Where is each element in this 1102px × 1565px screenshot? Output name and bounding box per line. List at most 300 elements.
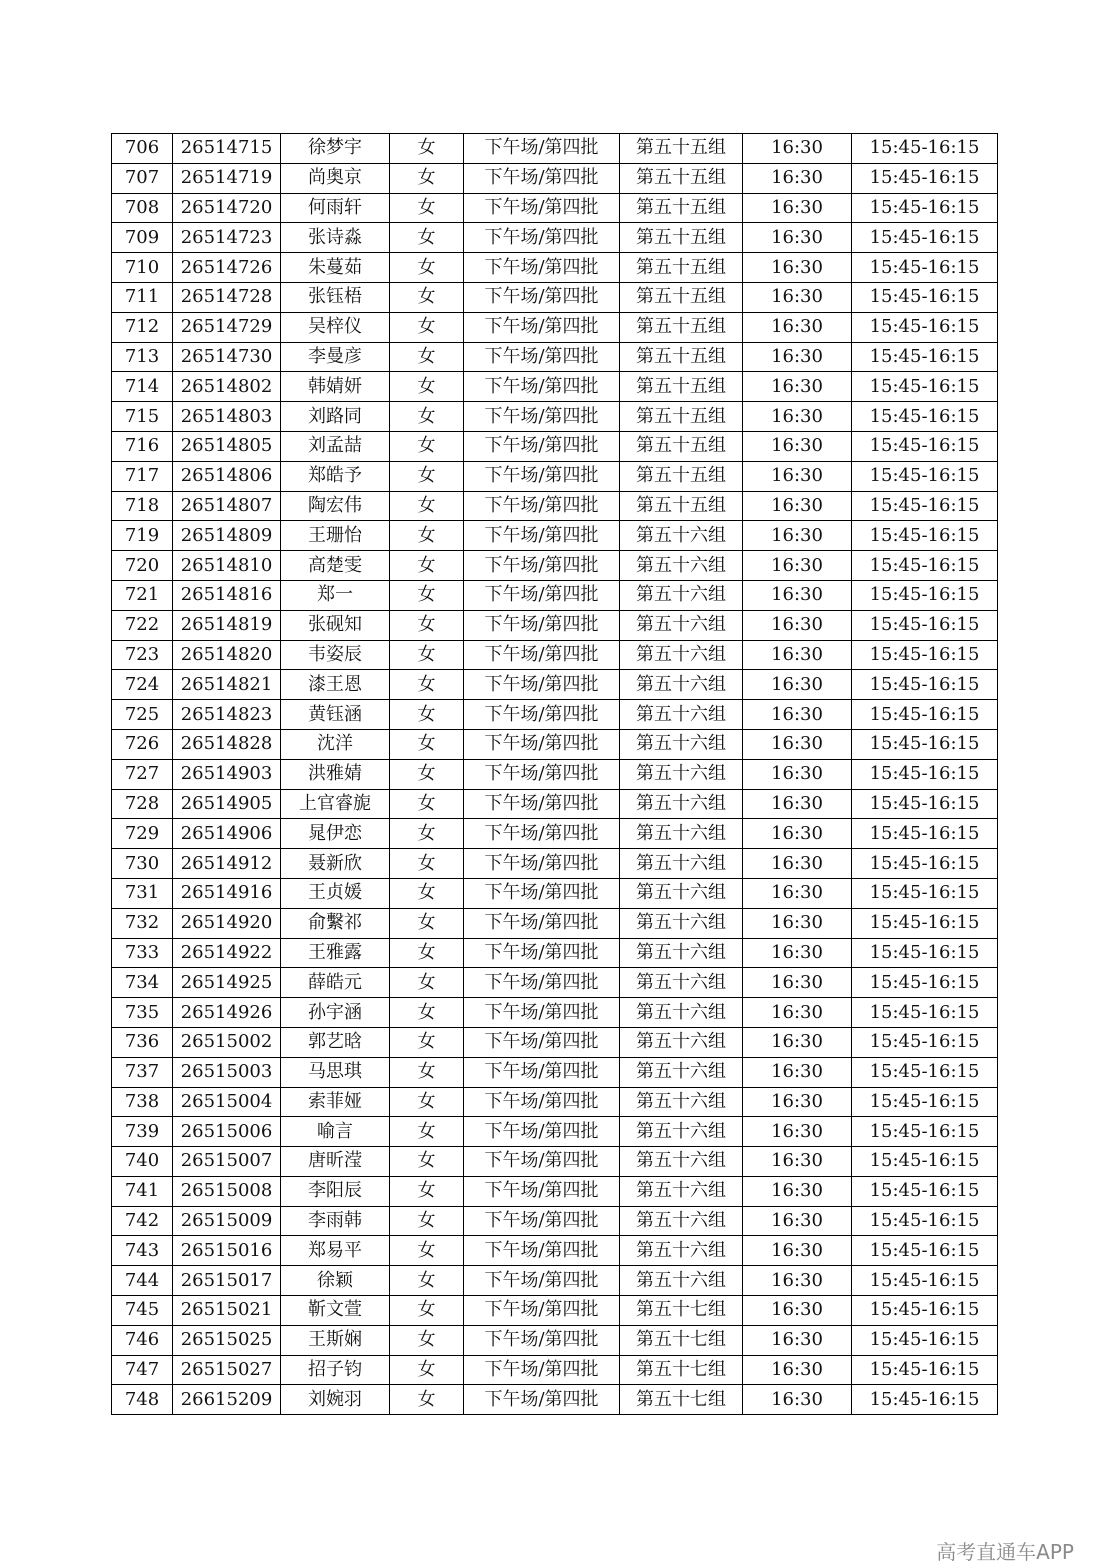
session-batch-cell: 下午场/第四批 bbox=[464, 551, 620, 581]
candidate-id-cell: 26514925 bbox=[173, 968, 281, 998]
gender-cell: 女 bbox=[390, 1117, 464, 1147]
row-number-cell: 719 bbox=[112, 521, 173, 551]
table-row bbox=[112, 878, 998, 908]
time-cell: 16:30 bbox=[743, 968, 852, 998]
candidate-id-cell: 26514806 bbox=[173, 461, 281, 491]
time-window-cell: 15:45-16:15 bbox=[852, 163, 998, 193]
gender-cell: 女 bbox=[390, 1266, 464, 1296]
gender-cell: 女 bbox=[390, 1176, 464, 1206]
table-row bbox=[112, 521, 998, 551]
candidate-name-cell: 聂新欣 bbox=[281, 849, 390, 879]
table-row bbox=[112, 580, 998, 610]
gender-cell: 女 bbox=[390, 908, 464, 938]
table-row bbox=[112, 1087, 998, 1117]
time-window-cell: 15:45-16:15 bbox=[852, 1176, 998, 1206]
session-batch-cell: 下午场/第四批 bbox=[464, 1176, 620, 1206]
candidate-name-cell: 马思琪 bbox=[281, 1057, 390, 1087]
time-cell: 16:30 bbox=[743, 759, 852, 789]
group-cell: 第五十六组 bbox=[620, 670, 743, 700]
group-cell: 第五十六组 bbox=[620, 551, 743, 581]
group-cell: 第五十五组 bbox=[620, 253, 743, 283]
row-number-cell: 713 bbox=[112, 342, 173, 372]
row-number-cell: 746 bbox=[112, 1325, 173, 1355]
session-batch-cell: 下午场/第四批 bbox=[464, 253, 620, 283]
time-cell: 16:30 bbox=[743, 282, 852, 312]
group-cell: 第五十五组 bbox=[620, 312, 743, 342]
candidate-id-cell: 26515008 bbox=[173, 1176, 281, 1206]
row-number-cell: 710 bbox=[112, 253, 173, 283]
candidate-name-cell: 尚奥京 bbox=[281, 163, 390, 193]
time-window-cell: 15:45-16:15 bbox=[852, 938, 998, 968]
session-batch-cell: 下午场/第四批 bbox=[464, 163, 620, 193]
group-cell: 第五十七组 bbox=[620, 1385, 743, 1415]
group-cell: 第五十六组 bbox=[620, 1266, 743, 1296]
session-batch-cell: 下午场/第四批 bbox=[464, 580, 620, 610]
candidate-id-cell: 26514729 bbox=[173, 312, 281, 342]
gender-cell: 女 bbox=[390, 1385, 464, 1415]
row-number-cell: 727 bbox=[112, 759, 173, 789]
time-window-cell: 15:45-16:15 bbox=[852, 1296, 998, 1326]
gender-cell: 女 bbox=[390, 342, 464, 372]
candidate-id-cell: 26514922 bbox=[173, 938, 281, 968]
table-row bbox=[112, 342, 998, 372]
group-cell: 第五十五组 bbox=[620, 342, 743, 372]
session-batch-cell: 下午场/第四批 bbox=[464, 908, 620, 938]
time-window-cell: 15:45-16:15 bbox=[852, 670, 998, 700]
table-row bbox=[112, 223, 998, 253]
row-number-cell: 748 bbox=[112, 1385, 173, 1415]
candidate-name-cell: 沈洋 bbox=[281, 729, 390, 759]
table-row bbox=[112, 1147, 998, 1177]
group-cell: 第五十六组 bbox=[620, 819, 743, 849]
candidate-name-cell: 王雅露 bbox=[281, 938, 390, 968]
row-number-cell: 715 bbox=[112, 402, 173, 432]
table-row bbox=[112, 849, 998, 879]
row-number-cell: 724 bbox=[112, 670, 173, 700]
group-cell: 第五十五组 bbox=[620, 461, 743, 491]
session-batch-cell: 下午场/第四批 bbox=[464, 372, 620, 402]
candidate-name-cell: 李雨韩 bbox=[281, 1206, 390, 1236]
candidate-name-cell: 韩婧妍 bbox=[281, 372, 390, 402]
table-row bbox=[112, 1266, 998, 1296]
time-window-cell: 15:45-16:15 bbox=[852, 819, 998, 849]
candidate-id-cell: 26514719 bbox=[173, 163, 281, 193]
candidate-id-cell: 26515027 bbox=[173, 1355, 281, 1385]
row-number-cell: 723 bbox=[112, 640, 173, 670]
candidate-id-cell: 26514920 bbox=[173, 908, 281, 938]
time-window-cell: 15:45-16:15 bbox=[852, 1147, 998, 1177]
row-number-cell: 747 bbox=[112, 1355, 173, 1385]
candidate-name-cell: 晁伊恋 bbox=[281, 819, 390, 849]
session-batch-cell: 下午场/第四批 bbox=[464, 521, 620, 551]
time-window-cell: 15:45-16:15 bbox=[852, 1117, 998, 1147]
group-cell: 第五十六组 bbox=[620, 908, 743, 938]
candidate-id-cell: 26515017 bbox=[173, 1266, 281, 1296]
session-batch-cell: 下午场/第四批 bbox=[464, 998, 620, 1028]
candidate-name-cell: 陶宏伟 bbox=[281, 491, 390, 521]
time-cell: 16:30 bbox=[743, 1147, 852, 1177]
gender-cell: 女 bbox=[390, 729, 464, 759]
exam-roster-table bbox=[111, 133, 998, 1415]
time-cell: 16:30 bbox=[743, 1355, 852, 1385]
group-cell: 第五十六组 bbox=[620, 580, 743, 610]
time-cell: 16:30 bbox=[743, 610, 852, 640]
gender-cell: 女 bbox=[390, 551, 464, 581]
group-cell: 第五十六组 bbox=[620, 1176, 743, 1206]
candidate-name-cell: 韦姿辰 bbox=[281, 640, 390, 670]
session-batch-cell: 下午场/第四批 bbox=[464, 1355, 620, 1385]
candidate-id-cell: 26515016 bbox=[173, 1236, 281, 1266]
session-batch-cell: 下午场/第四批 bbox=[464, 819, 620, 849]
table-row bbox=[112, 1027, 998, 1057]
gender-cell: 女 bbox=[390, 372, 464, 402]
group-cell: 第五十六组 bbox=[620, 1027, 743, 1057]
roster-table-body bbox=[112, 134, 998, 1415]
table-row bbox=[112, 968, 998, 998]
group-cell: 第五十六组 bbox=[620, 1117, 743, 1147]
gender-cell: 女 bbox=[390, 998, 464, 1028]
table-row bbox=[112, 1325, 998, 1355]
candidate-id-cell: 26515021 bbox=[173, 1296, 281, 1326]
time-cell: 16:30 bbox=[743, 1206, 852, 1236]
row-number-cell: 745 bbox=[112, 1296, 173, 1326]
candidate-id-cell: 26515006 bbox=[173, 1117, 281, 1147]
group-cell: 第五十五组 bbox=[620, 193, 743, 223]
group-cell: 第五十五组 bbox=[620, 282, 743, 312]
group-cell: 第五十六组 bbox=[620, 610, 743, 640]
gender-cell: 女 bbox=[390, 789, 464, 819]
time-window-cell: 15:45-16:15 bbox=[852, 282, 998, 312]
candidate-name-cell: 张砚知 bbox=[281, 610, 390, 640]
row-number-cell: 728 bbox=[112, 789, 173, 819]
candidate-id-cell: 26514802 bbox=[173, 372, 281, 402]
gender-cell: 女 bbox=[390, 1296, 464, 1326]
row-number-cell: 709 bbox=[112, 223, 173, 253]
session-batch-cell: 下午场/第四批 bbox=[464, 431, 620, 461]
session-batch-cell: 下午场/第四批 bbox=[464, 938, 620, 968]
time-window-cell: 15:45-16:15 bbox=[852, 729, 998, 759]
row-number-cell: 730 bbox=[112, 849, 173, 879]
table-row bbox=[112, 1355, 998, 1385]
table-row bbox=[112, 372, 998, 402]
gender-cell: 女 bbox=[390, 163, 464, 193]
row-number-cell: 742 bbox=[112, 1206, 173, 1236]
session-batch-cell: 下午场/第四批 bbox=[464, 1206, 620, 1236]
time-cell: 16:30 bbox=[743, 908, 852, 938]
table-row bbox=[112, 461, 998, 491]
time-window-cell: 15:45-16:15 bbox=[852, 700, 998, 730]
time-window-cell: 15:45-16:15 bbox=[852, 580, 998, 610]
time-cell: 16:30 bbox=[743, 253, 852, 283]
candidate-id-cell: 26514730 bbox=[173, 342, 281, 372]
table-row bbox=[112, 163, 998, 193]
session-batch-cell: 下午场/第四批 bbox=[464, 849, 620, 879]
table-row bbox=[112, 1385, 998, 1415]
row-number-cell: 708 bbox=[112, 193, 173, 223]
group-cell: 第五十五组 bbox=[620, 163, 743, 193]
session-batch-cell: 下午场/第四批 bbox=[464, 670, 620, 700]
session-batch-cell: 下午场/第四批 bbox=[464, 729, 620, 759]
candidate-name-cell: 李曼彦 bbox=[281, 342, 390, 372]
gender-cell: 女 bbox=[390, 640, 464, 670]
row-number-cell: 739 bbox=[112, 1117, 173, 1147]
time-window-cell: 15:45-16:15 bbox=[852, 253, 998, 283]
candidate-id-cell: 26514903 bbox=[173, 759, 281, 789]
candidate-id-cell: 26514828 bbox=[173, 729, 281, 759]
time-window-cell: 15:45-16:15 bbox=[852, 849, 998, 879]
row-number-cell: 711 bbox=[112, 282, 173, 312]
table-row bbox=[112, 1236, 998, 1266]
gender-cell: 女 bbox=[390, 1027, 464, 1057]
table-row bbox=[112, 610, 998, 640]
time-window-cell: 15:45-16:15 bbox=[852, 610, 998, 640]
session-batch-cell: 下午场/第四批 bbox=[464, 878, 620, 908]
row-number-cell: 718 bbox=[112, 491, 173, 521]
table-row bbox=[112, 1176, 998, 1206]
candidate-id-cell: 26514809 bbox=[173, 521, 281, 551]
time-window-cell: 15:45-16:15 bbox=[852, 998, 998, 1028]
gender-cell: 女 bbox=[390, 819, 464, 849]
candidate-id-cell: 26515002 bbox=[173, 1027, 281, 1057]
group-cell: 第五十五组 bbox=[620, 372, 743, 402]
session-batch-cell: 下午场/第四批 bbox=[464, 193, 620, 223]
candidate-name-cell: 孙宇涵 bbox=[281, 998, 390, 1028]
time-window-cell: 15:45-16:15 bbox=[852, 1266, 998, 1296]
candidate-name-cell: 喻言 bbox=[281, 1117, 390, 1147]
group-cell: 第五十六组 bbox=[620, 938, 743, 968]
candidate-name-cell: 漆王恩 bbox=[281, 670, 390, 700]
session-batch-cell: 下午场/第四批 bbox=[464, 1087, 620, 1117]
session-batch-cell: 下午场/第四批 bbox=[464, 1296, 620, 1326]
candidate-id-cell: 26514916 bbox=[173, 878, 281, 908]
row-number-cell: 737 bbox=[112, 1057, 173, 1087]
group-cell: 第五十七组 bbox=[620, 1325, 743, 1355]
candidate-id-cell: 26514912 bbox=[173, 849, 281, 879]
session-batch-cell: 下午场/第四批 bbox=[464, 968, 620, 998]
gender-cell: 女 bbox=[390, 461, 464, 491]
group-cell: 第五十五组 bbox=[620, 431, 743, 461]
time-cell: 16:30 bbox=[743, 878, 852, 908]
candidate-name-cell: 郑皓予 bbox=[281, 461, 390, 491]
candidate-name-cell: 张诗淼 bbox=[281, 223, 390, 253]
candidate-id-cell: 26514819 bbox=[173, 610, 281, 640]
gender-cell: 女 bbox=[390, 521, 464, 551]
row-number-cell: 706 bbox=[112, 134, 173, 164]
time-window-cell: 15:45-16:15 bbox=[852, 640, 998, 670]
group-cell: 第五十五组 bbox=[620, 491, 743, 521]
time-cell: 16:30 bbox=[743, 521, 852, 551]
time-window-cell: 15:45-16:15 bbox=[852, 402, 998, 432]
gender-cell: 女 bbox=[390, 1236, 464, 1266]
row-number-cell: 721 bbox=[112, 580, 173, 610]
row-number-cell: 738 bbox=[112, 1087, 173, 1117]
time-window-cell: 15:45-16:15 bbox=[852, 223, 998, 253]
session-batch-cell: 下午场/第四批 bbox=[464, 402, 620, 432]
session-batch-cell: 下午场/第四批 bbox=[464, 759, 620, 789]
row-number-cell: 725 bbox=[112, 700, 173, 730]
time-cell: 16:30 bbox=[743, 1266, 852, 1296]
table-row bbox=[112, 819, 998, 849]
session-batch-cell: 下午场/第四批 bbox=[464, 491, 620, 521]
session-batch-cell: 下午场/第四批 bbox=[464, 640, 620, 670]
time-window-cell: 15:45-16:15 bbox=[852, 1385, 998, 1415]
session-batch-cell: 下午场/第四批 bbox=[464, 1266, 620, 1296]
time-cell: 16:30 bbox=[743, 1236, 852, 1266]
row-number-cell: 743 bbox=[112, 1236, 173, 1266]
session-batch-cell: 下午场/第四批 bbox=[464, 461, 620, 491]
table-row bbox=[112, 1206, 998, 1236]
candidate-name-cell: 上官睿旎 bbox=[281, 789, 390, 819]
time-cell: 16:30 bbox=[743, 134, 852, 164]
row-number-cell: 707 bbox=[112, 163, 173, 193]
candidate-id-cell: 26515007 bbox=[173, 1147, 281, 1177]
candidate-name-cell: 吴梓仪 bbox=[281, 312, 390, 342]
group-cell: 第五十六组 bbox=[620, 1147, 743, 1177]
table-row bbox=[112, 938, 998, 968]
table-row bbox=[112, 998, 998, 1028]
group-cell: 第五十六组 bbox=[620, 759, 743, 789]
gender-cell: 女 bbox=[390, 223, 464, 253]
gender-cell: 女 bbox=[390, 1355, 464, 1385]
group-cell: 第五十六组 bbox=[620, 968, 743, 998]
gender-cell: 女 bbox=[390, 253, 464, 283]
candidate-name-cell: 李阳辰 bbox=[281, 1176, 390, 1206]
row-number-cell: 732 bbox=[112, 908, 173, 938]
session-batch-cell: 下午场/第四批 bbox=[464, 1117, 620, 1147]
time-window-cell: 15:45-16:15 bbox=[852, 521, 998, 551]
session-batch-cell: 下午场/第四批 bbox=[464, 1385, 620, 1415]
time-window-cell: 15:45-16:15 bbox=[852, 461, 998, 491]
candidate-name-cell: 俞繫祁 bbox=[281, 908, 390, 938]
gender-cell: 女 bbox=[390, 878, 464, 908]
time-window-cell: 15:45-16:15 bbox=[852, 1027, 998, 1057]
session-batch-cell: 下午场/第四批 bbox=[464, 1236, 620, 1266]
session-batch-cell: 下午场/第四批 bbox=[464, 1147, 620, 1177]
time-cell: 16:30 bbox=[743, 163, 852, 193]
group-cell: 第五十六组 bbox=[620, 700, 743, 730]
time-window-cell: 15:45-16:15 bbox=[852, 759, 998, 789]
candidate-id-cell: 26514821 bbox=[173, 670, 281, 700]
group-cell: 第五十五组 bbox=[620, 134, 743, 164]
row-number-cell: 716 bbox=[112, 431, 173, 461]
time-cell: 16:30 bbox=[743, 1087, 852, 1117]
time-cell: 16:30 bbox=[743, 402, 852, 432]
candidate-name-cell: 索菲娅 bbox=[281, 1087, 390, 1117]
time-window-cell: 15:45-16:15 bbox=[852, 1206, 998, 1236]
gender-cell: 女 bbox=[390, 134, 464, 164]
time-cell: 16:30 bbox=[743, 372, 852, 402]
time-cell: 16:30 bbox=[743, 1176, 852, 1206]
candidate-id-cell: 26514816 bbox=[173, 580, 281, 610]
gender-cell: 女 bbox=[390, 431, 464, 461]
session-batch-cell: 下午场/第四批 bbox=[464, 282, 620, 312]
row-number-cell: 722 bbox=[112, 610, 173, 640]
session-batch-cell: 下午场/第四批 bbox=[464, 312, 620, 342]
gender-cell: 女 bbox=[390, 402, 464, 432]
time-window-cell: 15:45-16:15 bbox=[852, 878, 998, 908]
candidate-name-cell: 刘路同 bbox=[281, 402, 390, 432]
candidate-name-cell: 郑易平 bbox=[281, 1236, 390, 1266]
time-cell: 16:30 bbox=[743, 1296, 852, 1326]
gender-cell: 女 bbox=[390, 1087, 464, 1117]
time-cell: 16:30 bbox=[743, 670, 852, 700]
time-window-cell: 15:45-16:15 bbox=[852, 908, 998, 938]
time-cell: 16:30 bbox=[743, 819, 852, 849]
gender-cell: 女 bbox=[390, 1325, 464, 1355]
gender-cell: 女 bbox=[390, 700, 464, 730]
time-window-cell: 15:45-16:15 bbox=[852, 134, 998, 164]
candidate-id-cell: 26514805 bbox=[173, 431, 281, 461]
row-number-cell: 733 bbox=[112, 938, 173, 968]
candidate-name-cell: 刘婉羽 bbox=[281, 1385, 390, 1415]
row-number-cell: 726 bbox=[112, 729, 173, 759]
time-window-cell: 15:45-16:15 bbox=[852, 312, 998, 342]
gender-cell: 女 bbox=[390, 759, 464, 789]
session-batch-cell: 下午场/第四批 bbox=[464, 342, 620, 372]
table-row bbox=[112, 759, 998, 789]
time-cell: 16:30 bbox=[743, 849, 852, 879]
candidate-id-cell: 26515009 bbox=[173, 1206, 281, 1236]
candidate-id-cell: 26515004 bbox=[173, 1087, 281, 1117]
candidate-id-cell: 26514726 bbox=[173, 253, 281, 283]
candidate-name-cell: 王斯娴 bbox=[281, 1325, 390, 1355]
candidate-name-cell: 徐梦宇 bbox=[281, 134, 390, 164]
group-cell: 第五十五组 bbox=[620, 223, 743, 253]
session-batch-cell: 下午场/第四批 bbox=[464, 1325, 620, 1355]
table-row bbox=[112, 491, 998, 521]
group-cell: 第五十六组 bbox=[620, 1087, 743, 1117]
time-cell: 16:30 bbox=[743, 342, 852, 372]
time-window-cell: 15:45-16:15 bbox=[852, 789, 998, 819]
time-window-cell: 15:45-16:15 bbox=[852, 342, 998, 372]
group-cell: 第五十六组 bbox=[620, 729, 743, 759]
candidate-name-cell: 王贞媛 bbox=[281, 878, 390, 908]
gender-cell: 女 bbox=[390, 610, 464, 640]
candidate-id-cell: 26615209 bbox=[173, 1385, 281, 1415]
group-cell: 第五十六组 bbox=[620, 1236, 743, 1266]
candidate-id-cell: 26514906 bbox=[173, 819, 281, 849]
candidate-id-cell: 26514720 bbox=[173, 193, 281, 223]
candidate-name-cell: 郑一 bbox=[281, 580, 390, 610]
group-cell: 第五十六组 bbox=[620, 1206, 743, 1236]
time-cell: 16:30 bbox=[743, 789, 852, 819]
table-row bbox=[112, 700, 998, 730]
row-number-cell: 741 bbox=[112, 1176, 173, 1206]
time-cell: 16:30 bbox=[743, 461, 852, 491]
candidate-id-cell: 26515003 bbox=[173, 1057, 281, 1087]
group-cell: 第五十六组 bbox=[620, 1057, 743, 1087]
row-number-cell: 714 bbox=[112, 372, 173, 402]
time-window-cell: 15:45-16:15 bbox=[852, 1325, 998, 1355]
time-cell: 16:30 bbox=[743, 193, 852, 223]
time-cell: 16:30 bbox=[743, 580, 852, 610]
gender-cell: 女 bbox=[390, 193, 464, 223]
group-cell: 第五十六组 bbox=[620, 521, 743, 551]
candidate-id-cell: 26514810 bbox=[173, 551, 281, 581]
candidate-id-cell: 26514905 bbox=[173, 789, 281, 819]
time-window-cell: 15:45-16:15 bbox=[852, 1087, 998, 1117]
table-row bbox=[112, 729, 998, 759]
table-row bbox=[112, 193, 998, 223]
row-number-cell: 736 bbox=[112, 1027, 173, 1057]
gender-cell: 女 bbox=[390, 849, 464, 879]
time-cell: 16:30 bbox=[743, 491, 852, 521]
candidate-name-cell: 徐颖 bbox=[281, 1266, 390, 1296]
gender-cell: 女 bbox=[390, 312, 464, 342]
row-number-cell: 744 bbox=[112, 1266, 173, 1296]
gender-cell: 女 bbox=[390, 1206, 464, 1236]
time-window-cell: 15:45-16:15 bbox=[852, 193, 998, 223]
